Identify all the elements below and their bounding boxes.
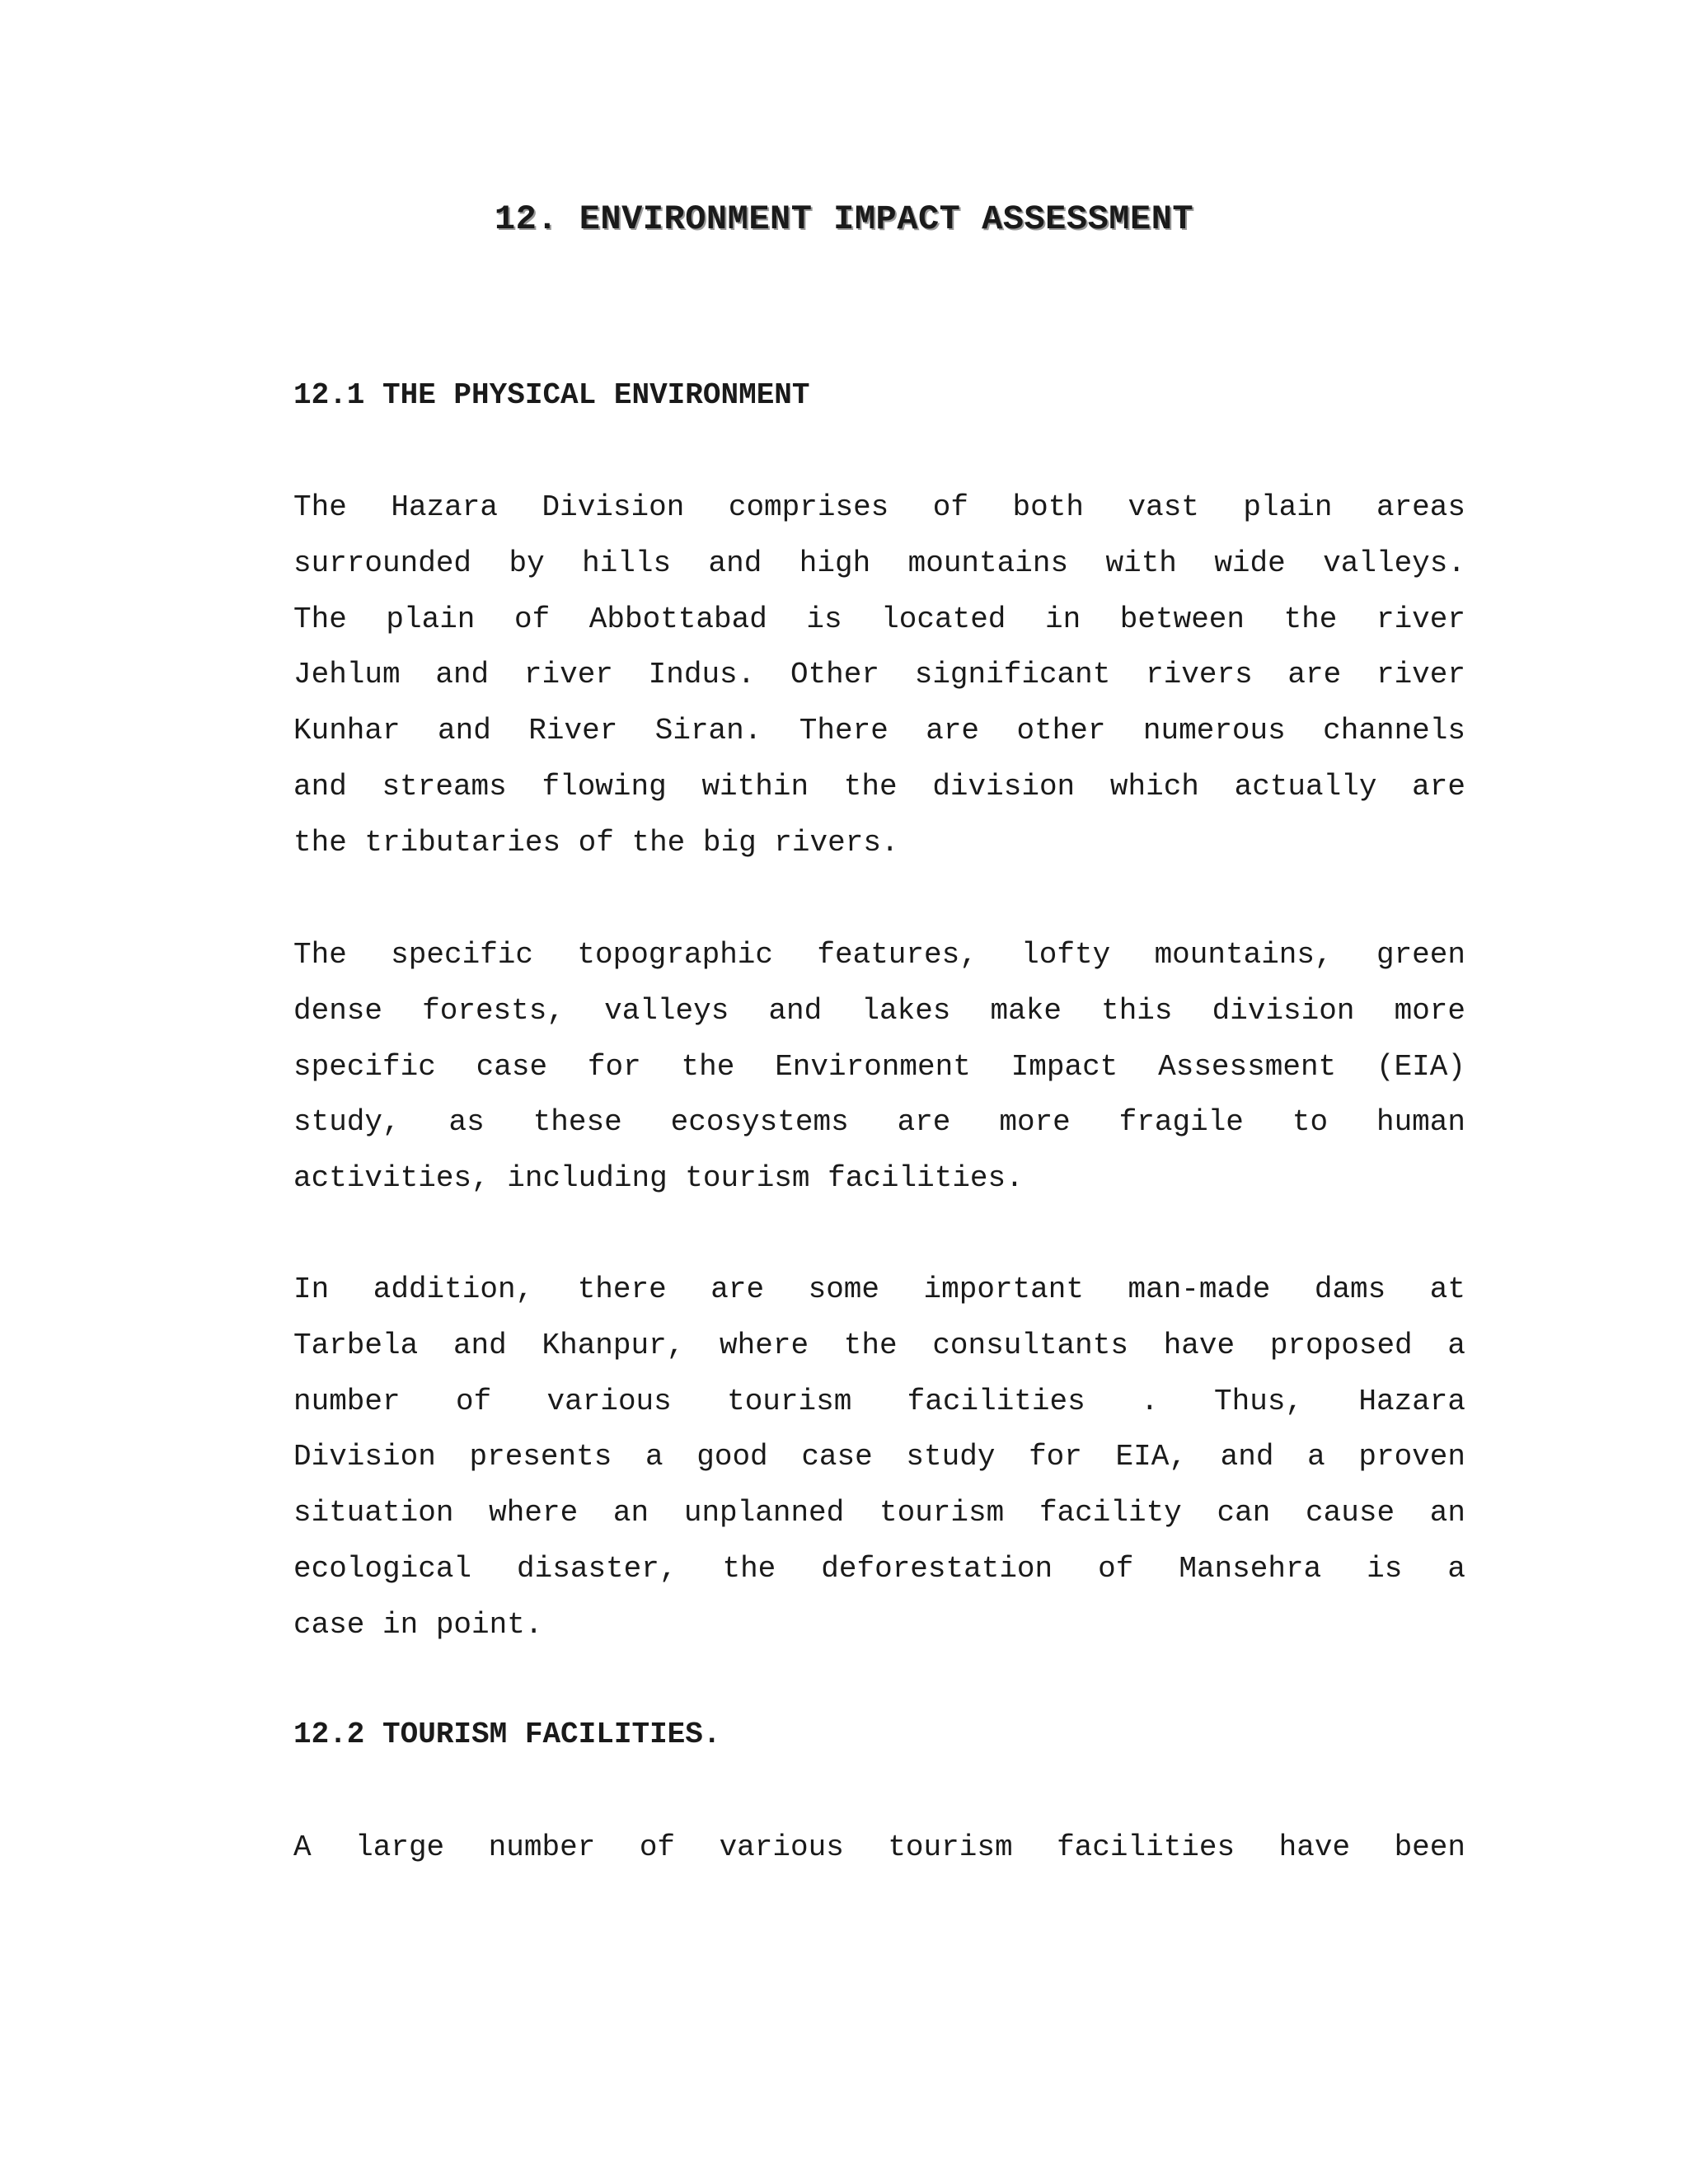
page-title-text: 12. ENVIRONMENT IMPACT ASSESSMENT [494, 199, 1194, 239]
paragraph-line: activities, including tourism facilities. [293, 1161, 1024, 1196]
paragraph-line: situation where an unplanned tourism facility can cause an [293, 1496, 1465, 1530]
paragraph-tourism-facilities [293, 1820, 1465, 1876]
paragraph-line: specific case for the Environment Impact Assessment (EIA) [293, 1049, 1465, 1084]
paragraph-hazara-division [293, 480, 1465, 871]
paragraph-line: and streams flowing within the division which actually are [293, 769, 1465, 804]
paragraph-line: The specific topographic features, lofty mountains, green [293, 938, 1465, 972]
paragraph-line: case in point. [293, 1607, 543, 1642]
section-heading-tourism-facilities: 12.2 TOURISM FACILITIES. [293, 1718, 721, 1751]
paragraph-line: number of various tourism facilities . Thus, Hazara [293, 1384, 1465, 1418]
paragraph-line: Jehlum and river Indus. Other significant rivers are river [293, 658, 1465, 692]
paragraph-line: surrounded by hills and high mountains with wide valleys. [293, 546, 1465, 580]
paragraph-line: Division presents a good case study for EIA, and a proven [293, 1440, 1465, 1474]
paragraph-topographic-features [293, 927, 1465, 1207]
paragraph-line: dense forests, valleys and lakes make this division more [293, 993, 1465, 1028]
paragraph-line: ecological disaster, the deforestation of Mansehra is a [293, 1551, 1465, 1586]
paragraph-man-made-dams [293, 1262, 1465, 1653]
paragraph-line: The plain of Abbottabad is located in between the river [293, 602, 1465, 636]
section-heading-physical-environment: 12.1 THE PHYSICAL ENVIRONMENT [293, 378, 810, 412]
paragraph-line: The Hazara Division comprises of both vast plain areas [293, 490, 1465, 524]
paragraph-line: Tarbela and Khanpur, where the consultants have proposed a [293, 1328, 1465, 1362]
page-title [0, 196, 1688, 242]
paragraph-line: Kunhar and River Siran. There are other numerous channels [293, 714, 1465, 748]
paragraph-line: the tributaries of the big rivers. [293, 825, 899, 860]
paragraph-line: study, as these ecosystems are more fragile to human [293, 1105, 1465, 1140]
paragraph-line: In addition, there are some important man-made dams at [293, 1272, 1465, 1306]
paragraph-line: A large number of various tourism facilities have been [293, 1830, 1465, 1864]
